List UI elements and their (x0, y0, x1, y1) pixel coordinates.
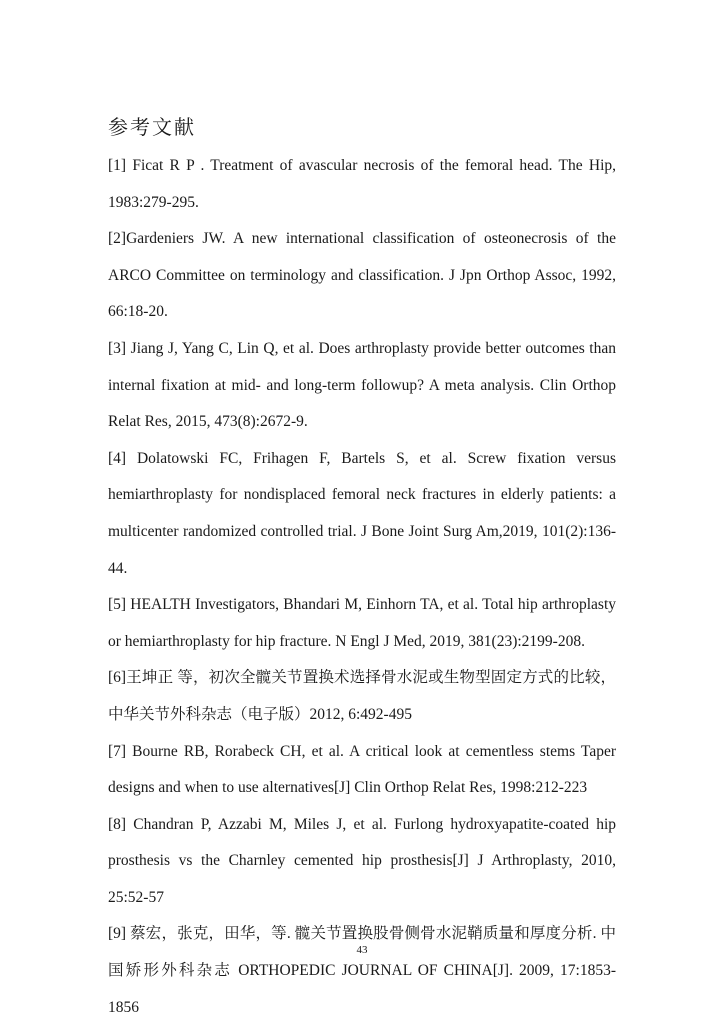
reference-item-7: [7] Bourne RB, Rorabeck CH, et al. A critical look at cementless stems Taper designs and when to use alternatives[J] Clin Orthop Relat Res, 1998:212-223 (108, 742, 616, 797)
reference-item-9: [9] 蔡宏，张克，田华，等. 髋关节置换股骨侧骨水泥鞘质量和厚度分析. 中国矫形外科杂志 ORTHOPEDIC JOURNAL OF CHINA[J]. 2009, 17:1853-1856 (108, 925, 616, 1016)
reference-item-6: [6]王坤正 等，初次全髋关节置换术选择骨水泥或生物型固定方式的比较，中华关节外科杂志（电子版）2012, 6:492-495 (108, 669, 616, 723)
reference-item-8: [8] Chandran P, Azzabi M, Miles J, et al. Furlong hydroxyapatite-coated hip prosthesis vs the Charnley cemented hip prosthesis[J] J Arthroplasty, 2010, 25:52-57 (108, 815, 616, 906)
page-number: 43 (356, 944, 368, 956)
reference-item-1: [1] Ficat R P . Treatment of avascular necrosis of the femoral head. The Hip, 1983:279-295. (108, 157, 616, 211)
reference-item-3: [3] Jiang J, Yang C, Lin Q, et al. Does arthroplasty provide better outcomes than internal fixation at mid- and long-term followup? A meta analysis. Clin Orthop Relat Res, 2015, 473(8):2672-9. (108, 339, 616, 431)
reference-item-2: [2]Gardeniers JW. A new international classification of osteonecrosis of the ARCO Committee on terminology and classification. J Jpn Orthop Assoc, 1992, 66:18-20. (108, 230, 616, 321)
references-heading: 参考文献 (108, 115, 196, 139)
reference-item-4: [4] Dolatowski FC, Frihagen F, Bartels S, et al. Screw fixation versus hemiarthroplasty for nondisplaced femoral neck fractures in elderly patients: a multicenter randomized controlled trial. J Bone Joint Surg Am,2019, 101(2):136-44. (108, 449, 616, 577)
reference-item-5: [5] HEALTH Investigators, Bhandari M, Einhorn TA, et al. Total hip arthroplasty or hemiarthroplasty for hip fracture. N Engl J Med, 2019, 381(23):2199-208. (108, 596, 616, 650)
reference-list (108, 148, 616, 1024)
